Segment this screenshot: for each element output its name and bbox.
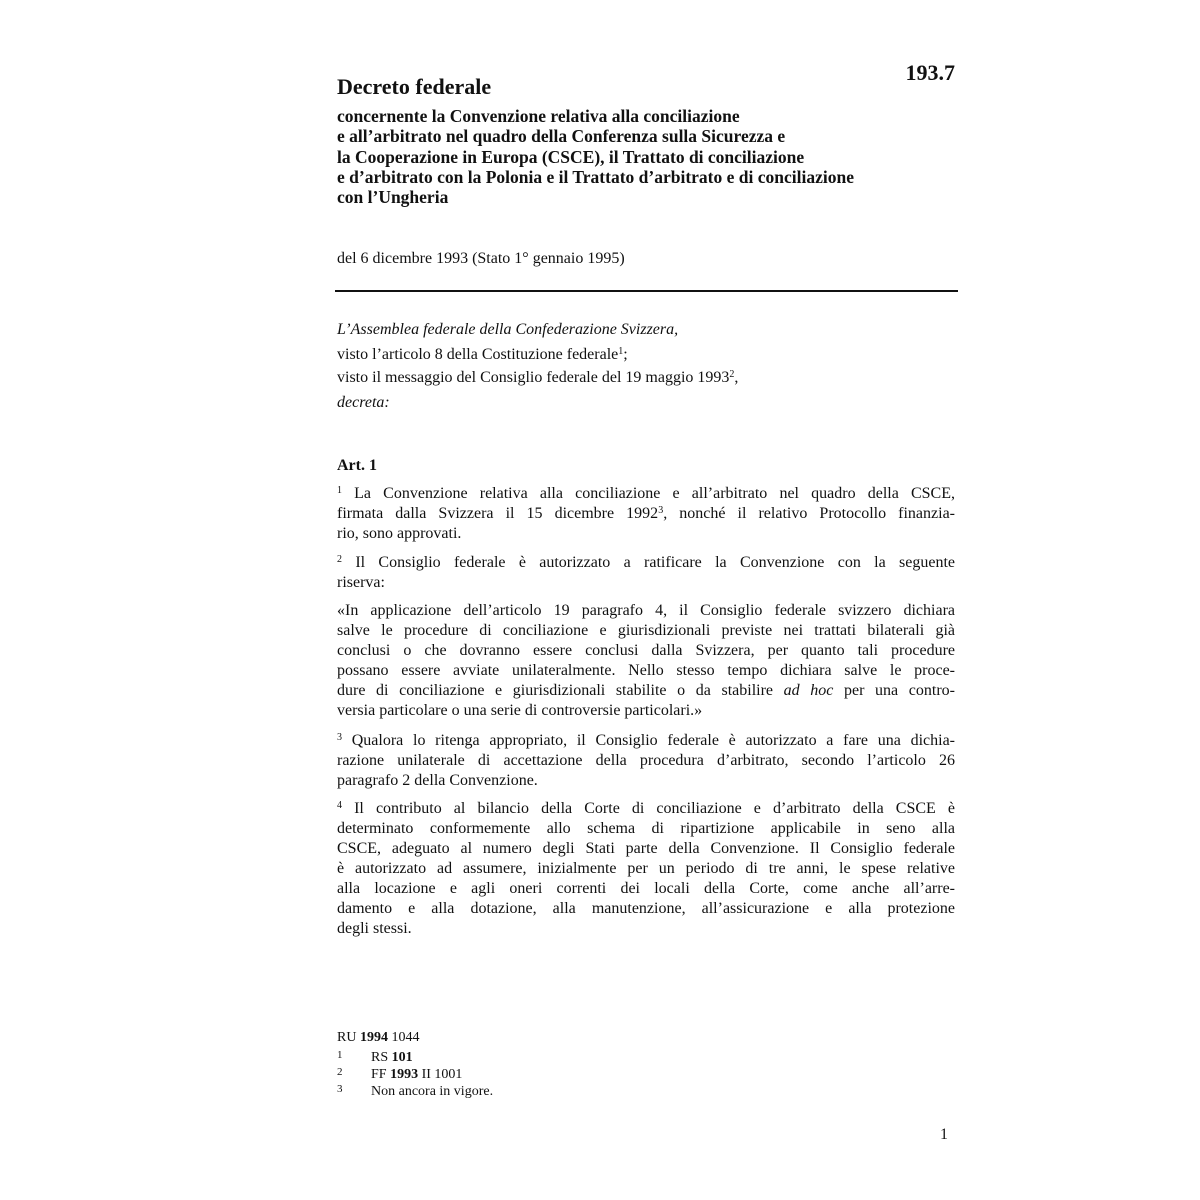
header-divider [335, 290, 958, 292]
paragraph-number: 3 [337, 732, 342, 743]
preamble-visto-message [337, 369, 738, 387]
footnote-text: RS [371, 1050, 392, 1065]
paragraph-line: possano essere avviate unilateralmente. Nello stesso tempo dichiara salve le proce- [337, 662, 955, 679]
footnote-number: 1 [337, 1049, 343, 1061]
document-subtitle [337, 106, 957, 207]
paragraph-line: conclusi o che dovranno essere conclusi dalla Svizzera, per quanto tali procedure [337, 642, 955, 659]
paragraph-line: versia particolare o una serie di controversie particolari.» [337, 702, 703, 719]
paragraph-line: paragrafo 2 della Convenzione. [337, 772, 538, 789]
paragraph-line: determinato conformemente allo schema di ripartizione applicabile in seno alla [337, 820, 955, 837]
ru-prefix: RU [337, 1030, 360, 1045]
footnote-number: 3 [337, 1083, 343, 1095]
document-title: Decreto federale [337, 74, 492, 99]
paragraph-number: 1 [337, 485, 342, 496]
footnote-text: Non ancora in vigore. [371, 1084, 494, 1099]
footnote-ref: 2 [729, 369, 735, 380]
paragraph-line: riserva: [337, 574, 385, 591]
footnote-text: FF [371, 1067, 391, 1082]
footnote-bold: 101 [391, 1050, 413, 1065]
subtitle-line: concernente la Convenzione relativa alla conciliazione [337, 106, 740, 126]
article-paragraph-3 [337, 731, 955, 791]
paragraph-line: «In applicazione dell’articolo 19 paragrafo 4, il Consiglio federale svizzero dichiara [337, 602, 955, 619]
footnote-text: II 1001 [418, 1067, 463, 1082]
paragraph-line: è autorizzato ad assumere, inizialmente per un periodo di tre anni, le spese relative [337, 860, 955, 877]
document-date: del 6 dicembre 1993 (Stato 1° gennaio 1995) [337, 250, 625, 267]
ru-page: 1044 [387, 1030, 420, 1045]
paragraph-line [337, 731, 955, 751]
sr-number: 193.7 [905, 60, 955, 85]
line-text: , nonché il relativo Protocollo finanzia- [663, 505, 955, 522]
preamble-text: visto il messaggio del Consiglio federale del 19 maggio 1993 [337, 369, 730, 386]
line-text: per una contro- [833, 682, 955, 699]
footnote [337, 1048, 413, 1065]
footnote [337, 1082, 493, 1099]
punctuation: ; [623, 346, 628, 363]
footnote-ref: 3 [658, 505, 664, 516]
subtitle-line: e all’arbitrato nel quadro della Conferenza sulla Sicurezza e [337, 126, 786, 147]
article-paragraph-1 [337, 484, 955, 544]
article-paragraph-4 [337, 799, 955, 939]
article-heading: Art. 1 [337, 457, 377, 474]
punctuation: , [734, 369, 739, 386]
paragraph-line [337, 681, 955, 701]
line-text: firmata dalla Svizzera il 15 dicembre 1992 [337, 505, 659, 522]
line-text: Il contributo al bilancio della Corte di conciliazione e d’arbitrato della CSCE è [342, 800, 955, 817]
subtitle-line: e d’arbitrato con la Polonia e il Trattato d’arbitrato e di conciliazione [337, 166, 854, 187]
paragraph-line: degli stessi. [337, 920, 412, 937]
paragraph-line: damento e alla dotazione, alla manutenzione, all’assicurazione e alla protezione [337, 900, 955, 917]
footnote [337, 1065, 462, 1082]
paragraph-line: salve le procedure di conciliazione e giurisdizionali previste nei trattati bilaterali già [337, 622, 955, 639]
line-text: dure di conciliazione e giurisdizionali stabilite o da stabilire [337, 682, 784, 699]
paragraph-line: rio, sono approvati. [337, 525, 462, 542]
line-text: La Convenzione relativa alla conciliazione e all’arbitrato nel quadro della CSCE, [342, 485, 955, 502]
paragraph-line: razione unilaterale di accettazione della procedura d’arbitrato, secondo l’articolo 26 [337, 752, 955, 769]
paragraph-number: 2 [337, 554, 342, 565]
preamble-decreta: decreta: [337, 394, 390, 411]
footnote-bold: 1993 [390, 1067, 419, 1082]
italic-term: ad hoc [783, 682, 834, 699]
preamble-text: visto l’articolo 8 della Costituzione federale [337, 346, 619, 363]
paragraph-line: alla locazione e agli oneri correnti dei locali della Corte, come anche all’arre- [337, 880, 955, 897]
preamble-visto-constitution [337, 346, 628, 364]
paragraph-line [337, 484, 955, 504]
page-number: 1 [940, 1126, 948, 1143]
line-text: Il Consiglio federale è autorizzato a ratificare la Convenzione con la seguente [342, 554, 955, 571]
paragraph-line [337, 553, 955, 573]
paragraph-line [337, 799, 955, 819]
subtitle-line: la Cooperazione in Europa (CSCE), il Trattato di conciliazione [337, 146, 805, 167]
ru-year: 1994 [359, 1030, 388, 1045]
line-text: Qualora lo ritenga appropriato, il Consiglio federale è autorizzato a fare una dichia- [342, 732, 955, 749]
ru-reference [337, 1030, 419, 1045]
reservation-quote [337, 601, 955, 721]
paragraph-number: 4 [337, 800, 342, 811]
footnote-ref: 1 [618, 346, 624, 357]
paragraph-line [337, 504, 955, 524]
paragraph-line: CSCE, adeguato al numero degli Stati parte della Convenzione. Il Consiglio federale [337, 840, 955, 857]
footnote-number: 2 [337, 1066, 343, 1078]
preamble-assembly: L’Assemblea federale della Confederazione Svizzera, [337, 321, 679, 338]
subtitle-line: con l’Ungheria [337, 187, 449, 208]
article-paragraph-2 [337, 553, 955, 593]
